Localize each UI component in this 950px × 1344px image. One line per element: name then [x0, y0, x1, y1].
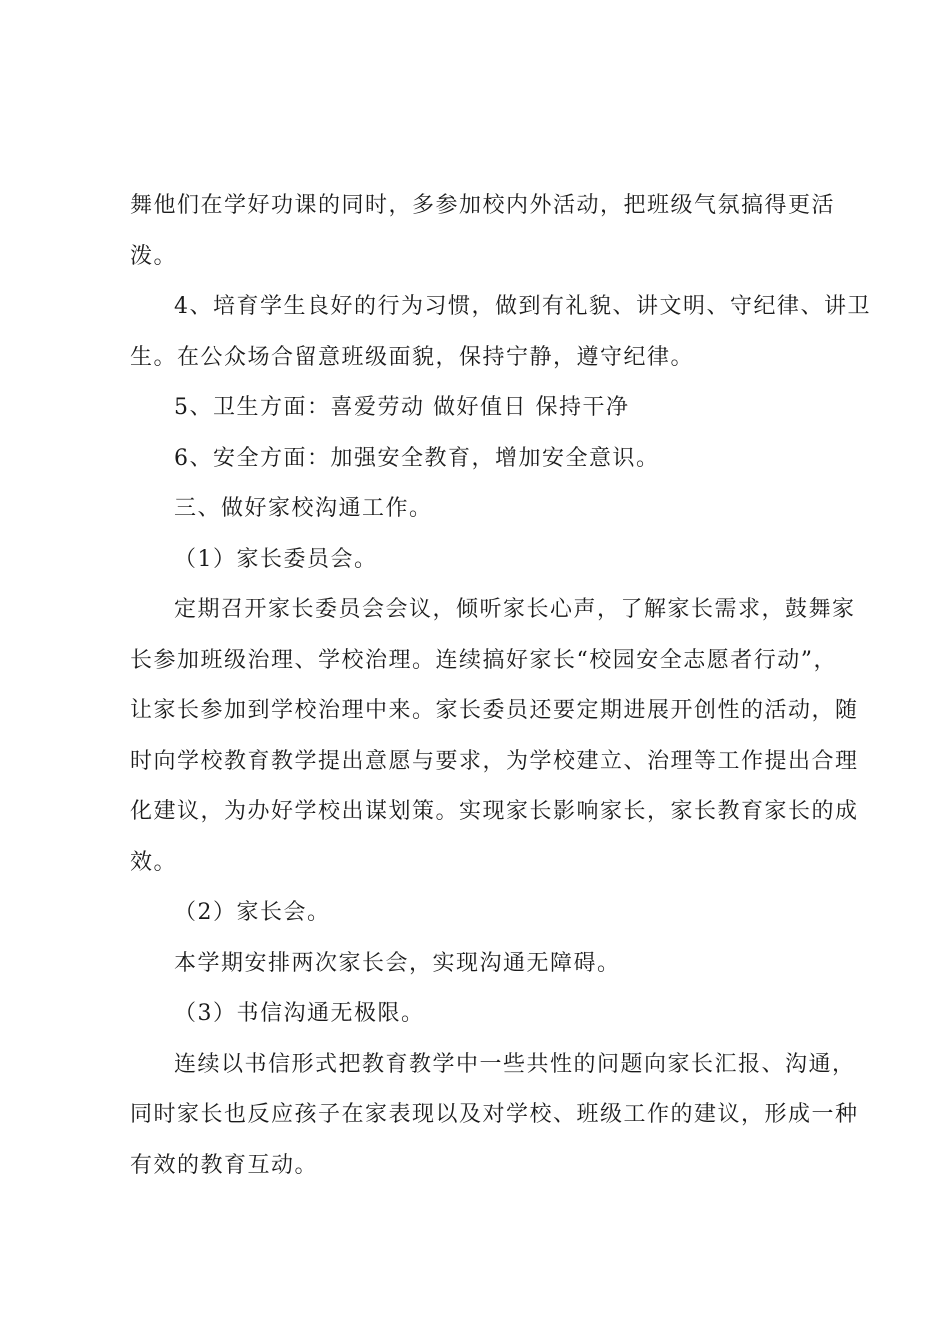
subsection-heading: （1）家长委员会。: [174, 546, 378, 572]
text-line: 连续以书信形式把教育教学中一些共性的问题向家长汇报、沟通，: [174, 1051, 856, 1077]
text-line: 定期召开家长委员会会议，倾听家长心声，了解家长需求，鼓舞家: [174, 597, 856, 622]
text-line: 长参加班级治理、学校治理。连续搞好家长“校园安全志愿者行动”，: [130, 647, 837, 673]
text-line: 6、安全方面：加强安全教育，增加安全意识。: [174, 445, 660, 471]
text-line: 效。: [130, 849, 178, 875]
text-line: 本学期安排两次家长会，实现沟通无障碍。: [174, 950, 621, 976]
text-line: 时向学校教育教学提出意愿与要求，为学校建立、治理等工作提出合理: [130, 748, 859, 774]
text-line: 生。在公众场合留意班级面貌，保持宁静，遵守纪律。: [130, 344, 695, 370]
text-line: 5、卫生方面：喜爱劳动 做好值日 保持干净: [174, 395, 630, 420]
text-line: 有效的教育互动。: [130, 1152, 319, 1178]
text-line: 泼。: [130, 243, 178, 269]
subsection-heading: （3）书信沟通无极限。: [174, 1001, 425, 1026]
text-line: 同时家长也反应孩子在家表现以及对学校、班级工作的建议，形成一种: [130, 1102, 859, 1127]
document-body: [130, 181, 871, 1191]
text-line: 化建议，为办好学校出谋划策。实现家长影响家长，家长教育家长的成: [130, 799, 859, 824]
text-line: 让家长参加到学校治理中来。家长委员还要定期进展开创性的活动，随: [130, 698, 859, 723]
subsection-heading: （2）家长会。: [174, 900, 331, 925]
text-line: 舞他们在学好功课的同时，多参加校内外活动，把班级气氛搞得更活: [130, 193, 836, 218]
section-heading: 三、做好家校沟通工作。: [174, 496, 433, 521]
text-line: 4、培育学生良好的行为习惯，做到有礼貌、讲文明、守纪律、讲卫: [174, 294, 871, 319]
